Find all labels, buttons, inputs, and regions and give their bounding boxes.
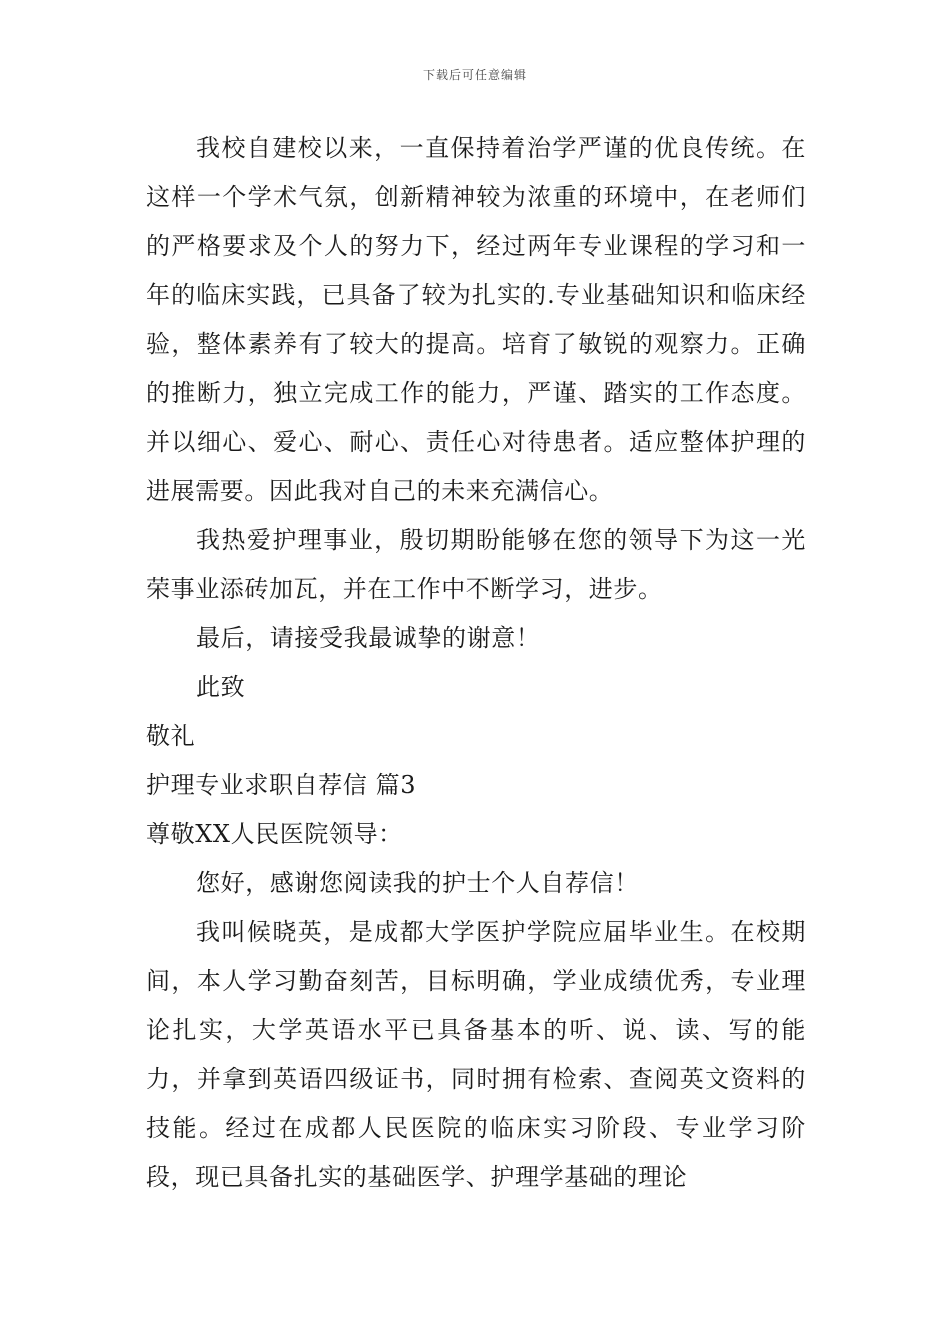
paragraph-career-aspiration: 我热爱护理事业，殷切期盼能够在您的领导下为这一光荣事业添砖加瓦，并在工作中不断学习，进步。 bbox=[146, 526, 806, 603]
closing-salutation: 此致 bbox=[196, 673, 246, 701]
page-header-note: 下载后可任意编辑 bbox=[422, 68, 527, 82]
paragraph-school-tradition: 我校自建校以来，一直保持着治学严谨的优良传统。在这样一个学术气氛，创新精神较为浓重的环境中，在老师们的严格要求及个人的努力下，经过两年专业课程的学习和一年的临床实践，已具备了较为扎实的.专业基础知识和临床经验，整体素养有了较大的提高。培育了敏锐的观察力。正确的推断力，独立完成工作的能力，严谨、踏实的工作态度。并以细心、爱心、耐心、责任心对待患者。适应整体护理的进展需要。因此我对自己的未来充满信心。 bbox=[146, 134, 806, 505]
paragraph-opening: 您好，感谢您阅读我的护士个人自荐信！ bbox=[196, 869, 639, 897]
letter-greeting: 尊敬XX人民医院领导： bbox=[146, 820, 403, 848]
paragraph-thanks: 最后，请接受我最诚挚的谢意！ bbox=[196, 624, 541, 652]
document-body bbox=[146, 124, 806, 1202]
paragraph-self-introduction: 我叫候晓英，是成都大学医护学院应届毕业生。在校期间，本人学习勤奋刻苦，目标明确，学业成绩优秀，专业理论扎实，大学英语水平已具备基本的听、说、读、写的能力，并拿到英语四级证书，同时拥有检索、查阅英文资料的技能。经过在成都人民医院的临床实习阶段、专业学习阶段，现已具备扎实的基础医学、护理学基础的理论 bbox=[146, 918, 806, 1191]
section-heading: 护理专业求职自荐信 篇3 bbox=[146, 771, 417, 799]
closing-regards: 敬礼 bbox=[146, 722, 196, 750]
